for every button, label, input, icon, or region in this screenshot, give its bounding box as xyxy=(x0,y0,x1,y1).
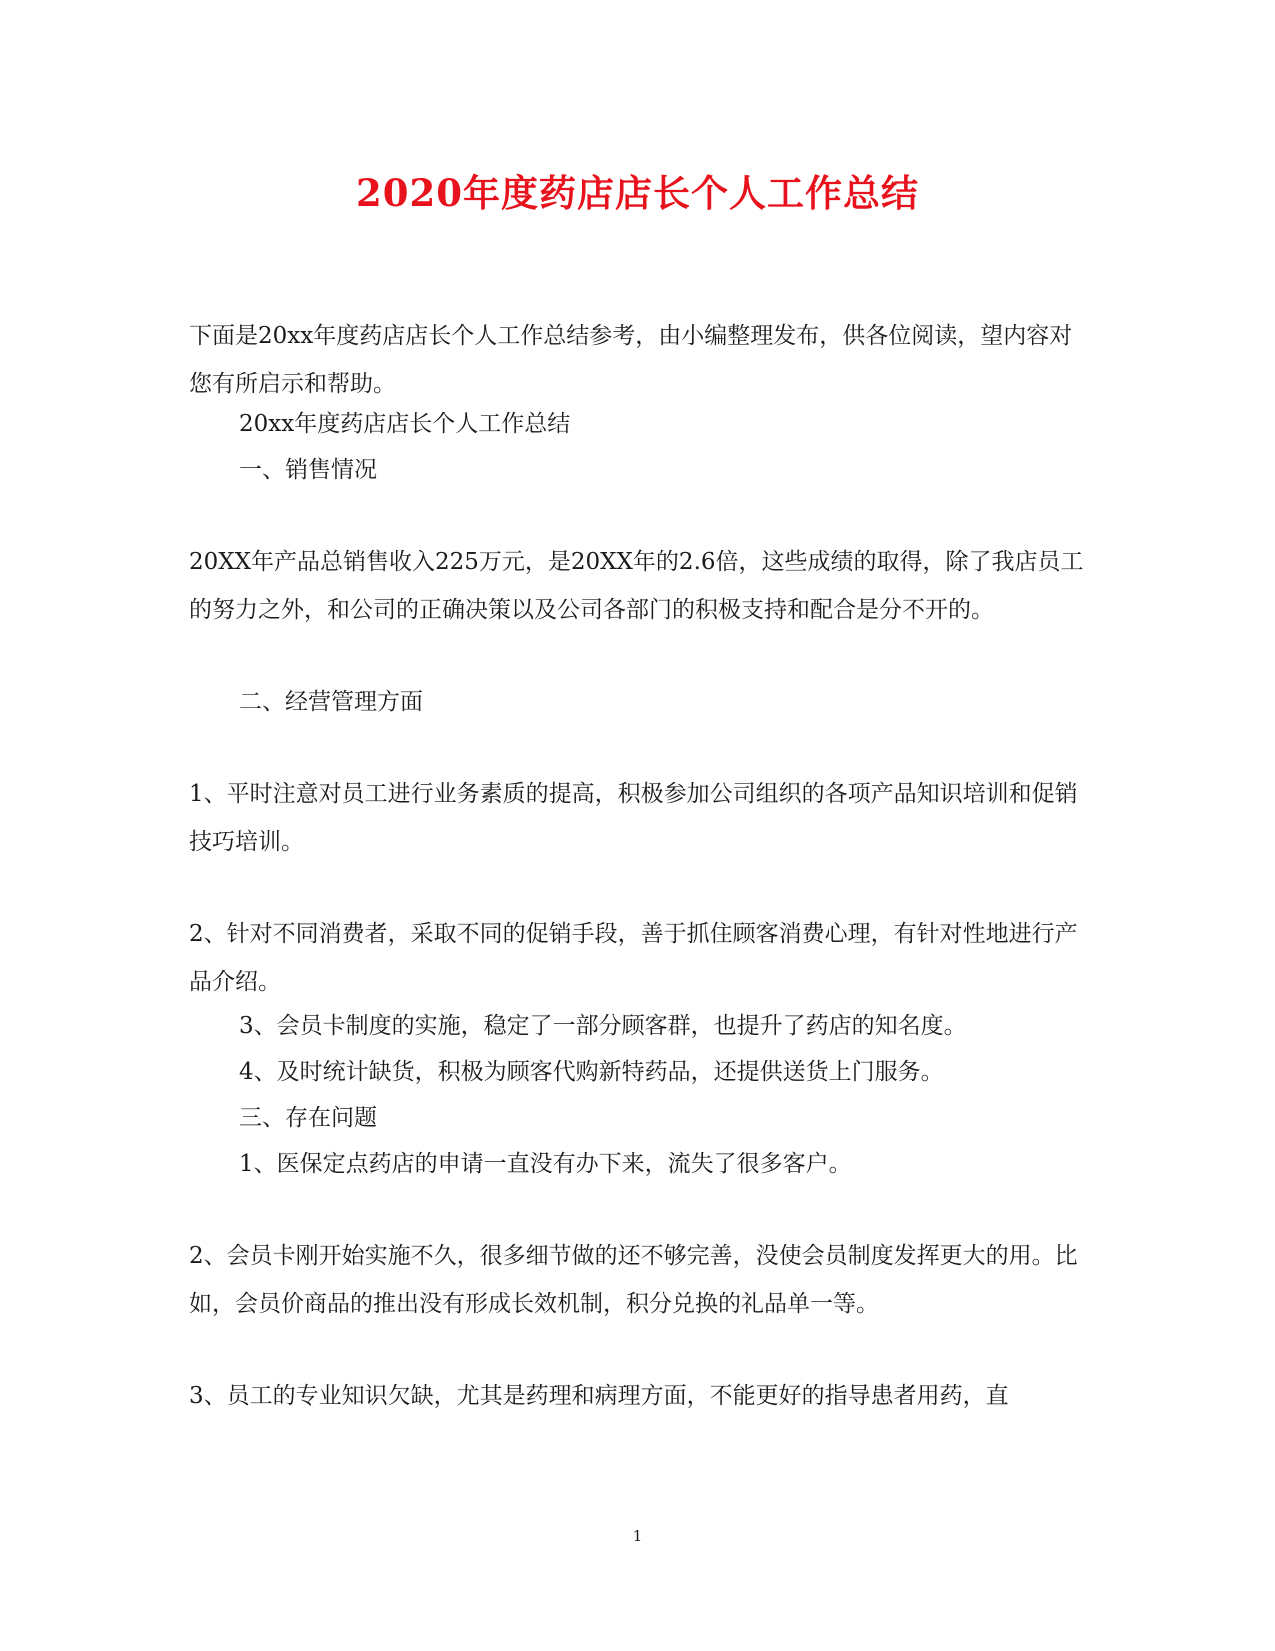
management-item-1: 1、平时注意对员工进行业务素质的提高，积极参加公司组织的各项产品知识培训和促销技巧培训。 xyxy=(189,781,1078,855)
management-item-2: 2、针对不同消费者，采取不同的促销手段，善于抓住顾客消费心理，有针对性地进行产品介绍。 xyxy=(189,921,1078,995)
management-item-3: 3、会员卡制度的实施，稳定了一部分顾客群，也提升了药店的知名度。 xyxy=(239,1013,967,1039)
sales-paragraph: 20XX年产品总销售收入225万元，是20XX年的2.6倍，这些成绩的取得，除了我店员工的努力之外，和公司的正确决策以及公司各部门的积极支持和配合是分不开的。 xyxy=(189,549,1084,623)
issue-item-2: 2、会员卡刚开始实施不久，很多细节做的还不够完善，没使会员制度发挥更大的用。比如，会员价商品的推出没有形成长效机制，积分兑换的礼品单一等。 xyxy=(189,1243,1078,1317)
page-number: 1 xyxy=(632,1527,643,1545)
management-item-4: 4、及时统计缺货，积极为顾客代购新特药品，还提供送货上门服务。 xyxy=(239,1059,944,1085)
section-heading-sales: 一、销售情况 xyxy=(239,457,377,483)
document-title: 2020年度药店店长个人工作总结 xyxy=(356,171,919,215)
issue-item-3: 3、员工的专业知识欠缺，尤其是药理和病理方面，不能更好的指导患者用药，直 xyxy=(189,1383,1009,1409)
section-heading-management: 二、经营管理方面 xyxy=(239,689,423,715)
section-heading-issues: 三、存在问题 xyxy=(239,1105,377,1131)
subtitle-paragraph: 20xx年度药店店长个人工作总结 xyxy=(239,411,571,437)
intro-paragraph: 下面是20xx年度药店店长个人工作总结参考，由小编整理发布，供各位阅读，望内容对您有所启示和帮助。 xyxy=(189,323,1073,397)
issue-item-1: 1、医保定点药店的申请一直没有办下来，流失了很多客户。 xyxy=(239,1151,852,1177)
